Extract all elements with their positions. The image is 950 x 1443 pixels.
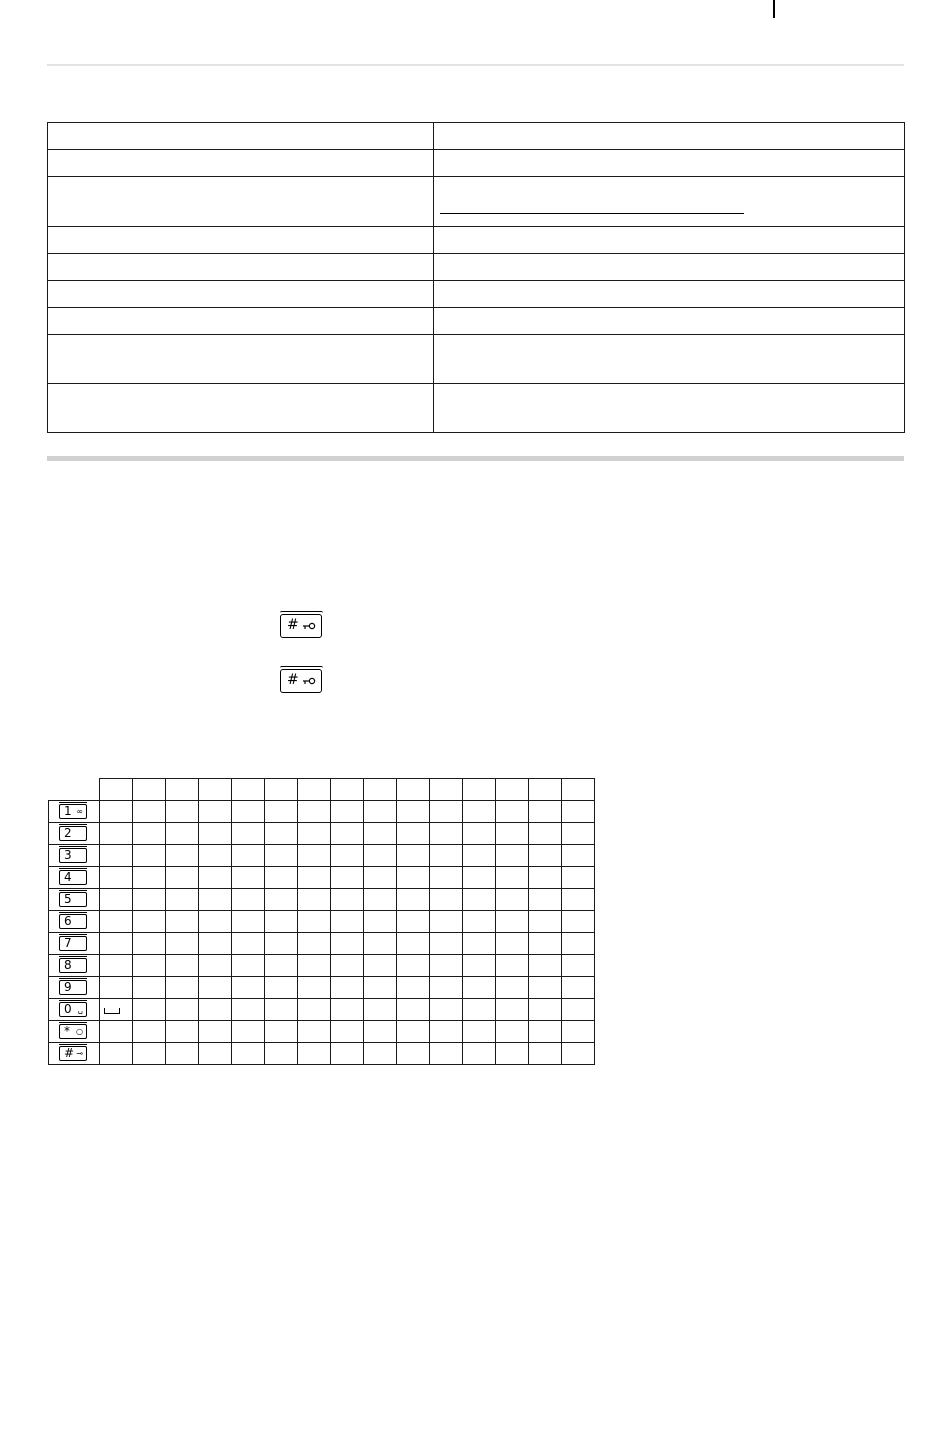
char-cell: [100, 867, 133, 889]
spec-row: [48, 123, 905, 150]
char-cell: [397, 801, 430, 823]
char-cell: [199, 823, 232, 845]
key-cell: [49, 1021, 100, 1043]
char-cell: [331, 801, 364, 823]
key-cell: [49, 911, 100, 933]
char-cell: [364, 1043, 397, 1065]
char-cell: [529, 1021, 562, 1043]
char-cell: [397, 867, 430, 889]
key-label: 1: [64, 804, 72, 818]
hash-glyph: #: [287, 617, 299, 633]
spec-value-cell: [434, 335, 905, 384]
spec-row: [48, 254, 905, 281]
char-cell: [364, 845, 397, 867]
char-cell: [496, 845, 529, 867]
spec-row: [48, 177, 905, 227]
spec-table: [47, 122, 905, 433]
char-cell: [430, 933, 463, 955]
char-cell: [397, 933, 430, 955]
char-cell: [364, 801, 397, 823]
char-cell: [298, 845, 331, 867]
header-cell: [397, 779, 430, 801]
voicemail-icon: ∞: [76, 807, 83, 816]
keypad-key-hash: [59, 1046, 87, 1061]
char-cell: [265, 801, 298, 823]
char-cell: [397, 999, 430, 1021]
key-cell: [49, 1043, 100, 1065]
char-cell: [265, 823, 298, 845]
header-cell: [463, 779, 496, 801]
key-label: 0: [64, 1002, 72, 1016]
char-cell: [529, 977, 562, 999]
char-cell: [232, 801, 265, 823]
key-cell: [49, 845, 100, 867]
char-cell: [463, 999, 496, 1021]
character-table: [48, 778, 595, 1065]
char-row: [49, 977, 595, 999]
char-cell: [133, 955, 166, 977]
char-cell: [199, 867, 232, 889]
char-cell: [298, 955, 331, 977]
char-cell: [463, 1021, 496, 1043]
char-cell: [529, 999, 562, 1021]
char-cell: [298, 911, 331, 933]
key-cell: [49, 955, 100, 977]
keypad-key-star: [59, 1024, 87, 1039]
char-cell: [496, 977, 529, 999]
char-cell: [496, 867, 529, 889]
char-cell: [430, 845, 463, 867]
char-cell: [496, 955, 529, 977]
char-cell: [496, 999, 529, 1021]
char-cell: [100, 845, 133, 867]
keypad-key-1: [59, 804, 87, 819]
char-cell: [463, 977, 496, 999]
char-cell: [232, 1043, 265, 1065]
char-cell: [430, 1021, 463, 1043]
char-cell: [562, 933, 595, 955]
char-cell: [133, 867, 166, 889]
spec-value-cell: [434, 150, 905, 177]
char-cell: [298, 977, 331, 999]
char-cell: [199, 801, 232, 823]
char-cell: [133, 845, 166, 867]
header-cell: [430, 779, 463, 801]
key-label: 6: [64, 914, 72, 928]
char-cell: [529, 955, 562, 977]
header-cell: [133, 779, 166, 801]
char-cell: [331, 977, 364, 999]
char-cell: [496, 823, 529, 845]
header-cell: [364, 779, 397, 801]
spec-label-cell: [48, 308, 434, 335]
char-cell: [166, 867, 199, 889]
char-cell: [496, 911, 529, 933]
char-cell: [562, 889, 595, 911]
key-cell: [49, 801, 100, 823]
char-cell: [397, 955, 430, 977]
spec-label-cell: [48, 254, 434, 281]
char-cell: [298, 889, 331, 911]
header-rule: [47, 64, 904, 66]
char-row: [49, 1021, 595, 1043]
char-cell: [199, 889, 232, 911]
char-cell: [133, 801, 166, 823]
char-cell: [199, 933, 232, 955]
spec-label-cell: [48, 281, 434, 308]
char-cell: [331, 889, 364, 911]
char-cell: [199, 1021, 232, 1043]
char-cell: [232, 999, 265, 1021]
char-cell: [166, 889, 199, 911]
char-cell: [232, 933, 265, 955]
char-row: [49, 955, 595, 977]
char-cell: [331, 911, 364, 933]
space-icon: ␣: [77, 1005, 83, 1014]
char-cell: [199, 911, 232, 933]
hash-key-image: [280, 614, 322, 638]
header-cell: [529, 779, 562, 801]
char-table-header: [49, 779, 595, 801]
char-cell: [100, 977, 133, 999]
spec-value-cell: [434, 384, 905, 433]
char-cell: [100, 1021, 133, 1043]
char-cell: [496, 1021, 529, 1043]
char-cell: [430, 911, 463, 933]
char-cell: [166, 1043, 199, 1065]
char-cell: [133, 823, 166, 845]
char-cell: [265, 999, 298, 1021]
header-cell: [298, 779, 331, 801]
char-cell: [232, 823, 265, 845]
keypad-key-6: [59, 914, 87, 929]
key-cell: [49, 977, 100, 999]
spec-value-cell: [434, 308, 905, 335]
char-cell: [166, 977, 199, 999]
char-cell: [364, 889, 397, 911]
spec-row: [48, 335, 905, 384]
key-label: 9: [64, 980, 72, 994]
char-cell: [331, 955, 364, 977]
char-cell: [232, 977, 265, 999]
key-label: 5: [64, 892, 72, 906]
key-cell: [49, 823, 100, 845]
header-cell: [331, 779, 364, 801]
spec-label-cell: [48, 177, 434, 227]
char-cell: [100, 955, 133, 977]
char-cell: [364, 933, 397, 955]
char-cell: [298, 1043, 331, 1065]
char-cell: [199, 955, 232, 977]
char-cell: [265, 933, 298, 955]
char-cell: [364, 999, 397, 1021]
char-cell: [199, 1043, 232, 1065]
char-cell: [364, 1021, 397, 1043]
char-cell: [100, 889, 133, 911]
char-cell: [529, 801, 562, 823]
char-cell: [397, 1021, 430, 1043]
char-cell: [364, 977, 397, 999]
spec-label-cell: [48, 384, 434, 433]
char-cell: [397, 823, 430, 845]
key-label: #: [64, 1046, 75, 1060]
spec-row: [48, 308, 905, 335]
header-cell: [166, 779, 199, 801]
char-row: [49, 889, 595, 911]
char-cell: [166, 845, 199, 867]
key-icon: ⊸: [76, 1049, 83, 1058]
keypad-key-2: [59, 826, 87, 841]
char-cell: [463, 845, 496, 867]
char-cell: [331, 867, 364, 889]
space-icon: [104, 1008, 120, 1014]
char-cell: [331, 1021, 364, 1043]
char-cell: [133, 977, 166, 999]
char-cell: [430, 867, 463, 889]
char-cell: [562, 823, 595, 845]
header-cell: [232, 779, 265, 801]
spec-row: [48, 281, 905, 308]
keypad-key-4: [59, 870, 87, 885]
char-cell: [133, 911, 166, 933]
char-cell: [265, 977, 298, 999]
char-cell: [100, 1043, 133, 1065]
key-label: 7: [64, 936, 72, 950]
spec-value-cell: [434, 254, 905, 281]
hash-glyph: #: [287, 672, 299, 688]
char-cell: [100, 911, 133, 933]
header-cell: [199, 779, 232, 801]
circle-icon: ○: [76, 1027, 83, 1036]
char-cell: [463, 933, 496, 955]
char-cell: [562, 955, 595, 977]
key-icon: [302, 677, 316, 685]
char-cell: [529, 823, 562, 845]
char-cell: [463, 823, 496, 845]
key-cell: [49, 933, 100, 955]
char-cell: [496, 801, 529, 823]
char-cell: [430, 955, 463, 977]
char-cell: [232, 845, 265, 867]
char-cell: [199, 999, 232, 1021]
header-cell: [562, 779, 595, 801]
char-cell: [562, 977, 595, 999]
char-cell: [166, 1021, 199, 1043]
char-cell: [463, 889, 496, 911]
char-cell: [133, 889, 166, 911]
char-row: [49, 911, 595, 933]
char-row: [49, 999, 595, 1021]
char-cell: [331, 1043, 364, 1065]
hash-key-image: [280, 669, 322, 693]
char-cell: [133, 1043, 166, 1065]
keypad-key-5: [59, 892, 87, 907]
spec-value-cell: [434, 177, 905, 227]
char-cell: [133, 1021, 166, 1043]
key-icon: [302, 622, 316, 630]
char-row: [49, 933, 595, 955]
top-crop-mark: [773, 0, 775, 18]
char-cell: [298, 1021, 331, 1043]
char-cell: [232, 911, 265, 933]
char-cell: [463, 1043, 496, 1065]
char-cell: [562, 801, 595, 823]
spec-label-cell: [48, 150, 434, 177]
char-cell: [265, 911, 298, 933]
char-row: [49, 823, 595, 845]
char-cell: [166, 801, 199, 823]
char-row: [49, 867, 595, 889]
char-cell: [331, 845, 364, 867]
char-cell: [199, 845, 232, 867]
char-cell: [133, 999, 166, 1021]
char-cell: [430, 823, 463, 845]
key-label: 4: [64, 870, 72, 884]
char-cell: [265, 867, 298, 889]
char-cell: [529, 911, 562, 933]
keypad-key-7: [59, 936, 87, 951]
char-cell: [529, 889, 562, 911]
char-cell: [496, 933, 529, 955]
key-cell: [49, 999, 100, 1021]
char-cell: [100, 933, 133, 955]
keypad-key-8: [59, 958, 87, 973]
char-cell: [232, 889, 265, 911]
char-row: [49, 1043, 595, 1065]
char-cell: [562, 1021, 595, 1043]
char-cell: [364, 823, 397, 845]
key-label: *: [64, 1024, 70, 1038]
char-cell: [430, 977, 463, 999]
char-cell: [232, 1021, 265, 1043]
key-label: 8: [64, 958, 72, 972]
spec-label-cell: [48, 123, 434, 150]
char-cell: [562, 999, 595, 1021]
key-cell: [49, 889, 100, 911]
keypad-key-9: [59, 980, 87, 995]
char-cell: [232, 867, 265, 889]
key-cell: [49, 867, 100, 889]
char-cell: [166, 911, 199, 933]
char-cell: [562, 911, 595, 933]
char-cell: [397, 911, 430, 933]
link-underline[interactable]: [440, 213, 744, 214]
char-cell: [529, 867, 562, 889]
char-cell: [397, 889, 430, 911]
char-cell: [562, 845, 595, 867]
char-cell: [463, 867, 496, 889]
char-cell: [265, 889, 298, 911]
header-cell: [265, 779, 298, 801]
spec-value-cell: [434, 123, 905, 150]
char-cell: [562, 867, 595, 889]
char-cell: [430, 1043, 463, 1065]
char-cell: [364, 911, 397, 933]
spec-value-cell: [434, 227, 905, 254]
char-cell: [298, 933, 331, 955]
char-cell: [265, 1043, 298, 1065]
keypad-key-0: [59, 1002, 87, 1017]
spec-value-cell: [434, 281, 905, 308]
char-cell: [496, 889, 529, 911]
char-cell: [265, 845, 298, 867]
char-row: [49, 845, 595, 867]
corner-cell: [49, 779, 100, 801]
char-cell: [100, 999, 133, 1021]
char-cell: [331, 999, 364, 1021]
header-cell: [100, 779, 133, 801]
char-cell: [331, 933, 364, 955]
spec-label-cell: [48, 227, 434, 254]
char-cell: [529, 845, 562, 867]
char-cell: [463, 955, 496, 977]
char-cell: [298, 801, 331, 823]
spec-row: [48, 384, 905, 433]
char-cell: [100, 801, 133, 823]
char-cell: [397, 1043, 430, 1065]
char-cell: [232, 955, 265, 977]
char-cell: [298, 823, 331, 845]
char-cell: [166, 823, 199, 845]
key-label: 3: [64, 848, 72, 862]
char-cell: [265, 955, 298, 977]
header-cell: [496, 779, 529, 801]
section-divider: [47, 456, 904, 461]
char-cell: [430, 801, 463, 823]
char-cell: [397, 977, 430, 999]
keypad-key-3: [59, 848, 87, 863]
char-cell: [496, 1043, 529, 1065]
key-label: 2: [64, 826, 72, 840]
spec-label-cell: [48, 335, 434, 384]
spec-row: [48, 227, 905, 254]
char-cell: [529, 933, 562, 955]
char-cell: [298, 867, 331, 889]
char-cell: [562, 1043, 595, 1065]
char-cell: [199, 977, 232, 999]
char-cell: [166, 955, 199, 977]
char-cell: [298, 999, 331, 1021]
char-cell: [463, 801, 496, 823]
char-cell: [166, 933, 199, 955]
char-cell: [364, 955, 397, 977]
char-cell: [463, 911, 496, 933]
char-cell: [397, 845, 430, 867]
char-cell: [529, 1043, 562, 1065]
char-cell: [265, 1021, 298, 1043]
char-cell: [166, 999, 199, 1021]
char-cell: [364, 867, 397, 889]
char-cell: [430, 889, 463, 911]
char-cell: [100, 823, 133, 845]
char-row: [49, 801, 595, 823]
char-cell: [430, 999, 463, 1021]
spec-row: [48, 150, 905, 177]
char-cell: [133, 933, 166, 955]
char-cell: [331, 823, 364, 845]
